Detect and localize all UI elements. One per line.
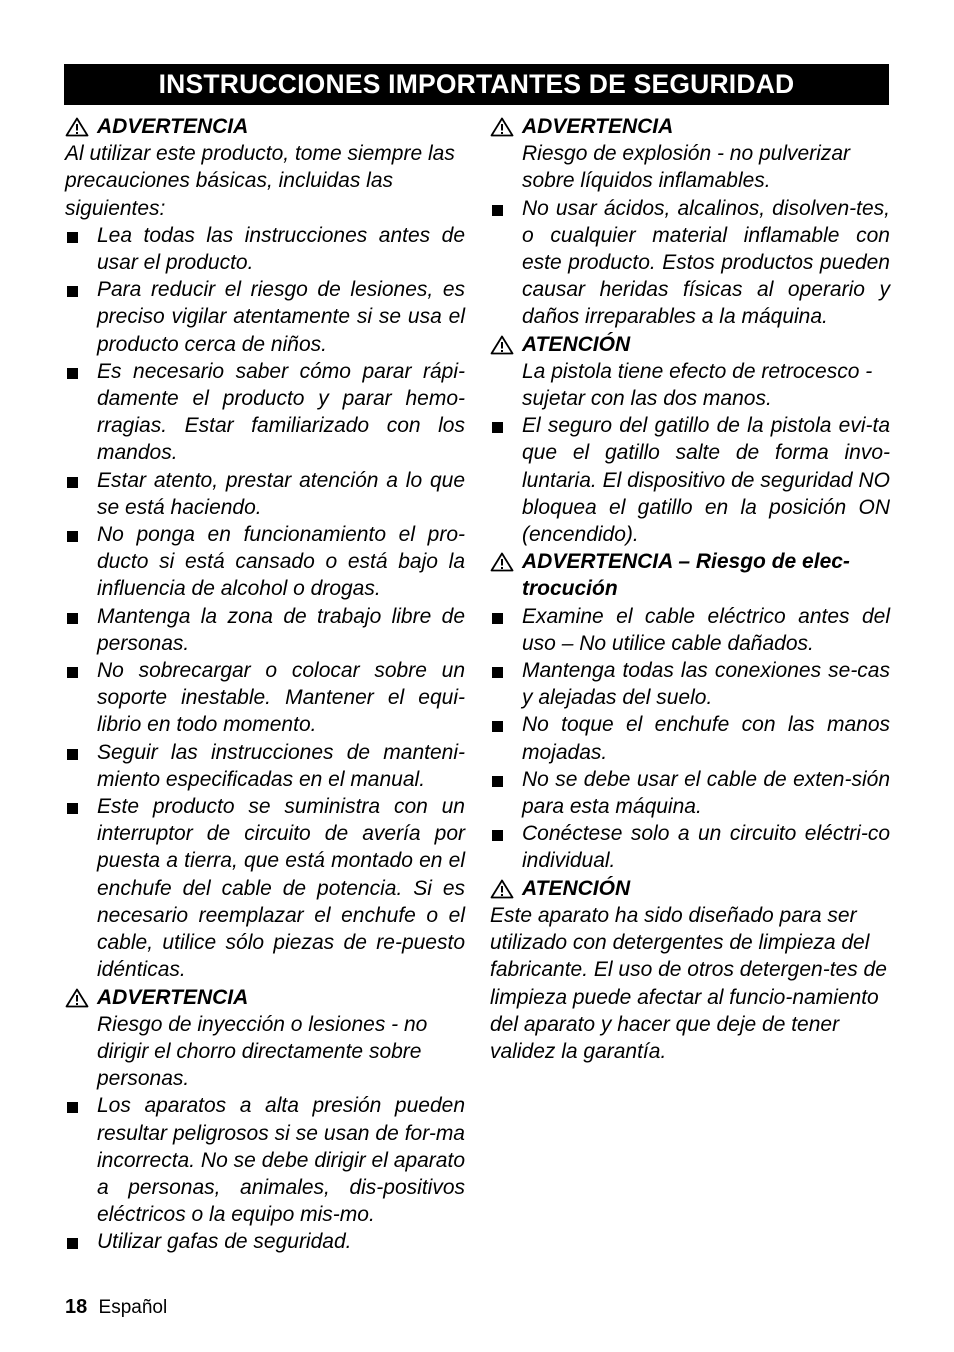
warning-title: ADVERTENCIA xyxy=(97,985,249,1009)
bullet-list xyxy=(490,603,890,875)
warning-section-4 xyxy=(490,548,890,874)
list-item: No toque el enchufe con las manos mojadas. xyxy=(490,711,890,765)
list-item: Conéctese solo a un circuito eléctri-co individual. xyxy=(490,820,890,874)
list-item: No ponga en funcionamiento el pro-ducto si está cansado o está bajo la influencia de alcohol o drogas. xyxy=(65,521,465,603)
bullet-list xyxy=(65,1092,465,1255)
warning-title: ADVERTENCIA xyxy=(97,115,249,138)
warning-heading xyxy=(490,548,890,602)
page-title: INSTRUCCIONES IMPORTANTES DE SEGURIDAD xyxy=(64,64,889,105)
left-column xyxy=(65,113,465,1256)
square-bullet-icon xyxy=(67,749,78,760)
square-bullet-icon xyxy=(67,477,78,488)
warning-triangle-icon xyxy=(65,117,89,137)
caution-title: ATENCIÓN xyxy=(522,332,631,356)
square-bullet-icon xyxy=(67,531,78,542)
list-item: El seguro del gatillo de la pistola evi-ta que el gatillo salte de forma invo-luntaria. El dispositivo de seguridad NO bloquea el gatillo en la posición ON (encendido). xyxy=(490,412,890,548)
list-item: Este producto se suministra con un interruptor de circuito de avería por puesta a tierra, que está montado en el enchufe del cable de potencia. Si es necesario reemplazar el enchufe o el cable, utilice sólo piezas de re-puesto idénticas. xyxy=(65,793,465,983)
square-bullet-icon xyxy=(67,368,78,379)
warning-triangle-icon xyxy=(490,879,514,899)
warning-title: ADVERTENCIA xyxy=(522,115,674,138)
warning-section-1 xyxy=(65,113,465,984)
list-item: Mantenga la zona de trabajo libre de personas. xyxy=(65,603,465,657)
square-bullet-icon xyxy=(67,1102,78,1113)
warning-section-2 xyxy=(65,984,465,1256)
square-bullet-icon xyxy=(67,286,78,297)
caution-heading xyxy=(490,331,890,358)
bullet-list xyxy=(490,412,890,548)
caution-heading xyxy=(490,875,890,902)
square-bullet-icon xyxy=(67,1238,78,1249)
warning-section-3 xyxy=(490,113,890,331)
warning-title: ADVERTENCIA – Riesgo de elec-trocución xyxy=(522,550,850,601)
warning-heading xyxy=(65,984,465,1011)
list-item: Lea todas las instrucciones antes de usar el producto. xyxy=(65,222,465,276)
list-item: No se debe usar el cable de exten-sión para esta máquina. xyxy=(490,766,890,820)
square-bullet-icon xyxy=(67,232,78,243)
warning-heading xyxy=(490,113,890,140)
square-bullet-icon xyxy=(492,667,503,678)
caution-section-2 xyxy=(490,875,890,1065)
list-item: Utilizar gafas de seguridad. xyxy=(65,1228,465,1255)
page-footer xyxy=(65,1296,167,1319)
bullet-list xyxy=(65,222,465,984)
square-bullet-icon xyxy=(67,803,78,814)
caution-section-1 xyxy=(490,331,890,549)
list-item: Estar atento, prestar atención a lo que se está haciendo. xyxy=(65,467,465,521)
list-item: Seguir las instrucciones de manteni-miento especificadas en el manual. xyxy=(65,739,465,793)
caution-title: ATENCIÓN xyxy=(522,876,631,900)
square-bullet-icon xyxy=(492,613,503,624)
square-bullet-icon xyxy=(492,205,503,216)
list-item: Examine el cable eléctrico antes del uso – No utilice cable dañados. xyxy=(490,603,890,657)
list-item: Para reducir el riesgo de lesiones, es preciso vigilar atentamente si se usa el producto cerca de niños. xyxy=(65,276,465,358)
square-bullet-icon xyxy=(67,613,78,624)
warning-text: Riesgo de explosión - no pulverizar sobre líquidos inflamables. xyxy=(522,142,851,193)
warning-triangle-icon xyxy=(490,335,514,355)
square-bullet-icon xyxy=(492,422,503,433)
square-bullet-icon xyxy=(492,721,503,732)
bullet-list xyxy=(490,195,890,331)
warning-intro: Al utilizar este producto, tome siempre las precauciones básicas, incluidas las siguientes: xyxy=(65,142,455,220)
caution-text: Este aparato ha sido diseñado para ser utilizado con detergentes de limpieza del fabricante. El uso de otros detergen-tes de limpieza puede afectar al funcio-namiento del aparato y hacer que deje de tener validez la garantía. xyxy=(490,903,887,1063)
warning-heading xyxy=(65,113,465,140)
warning-triangle-icon xyxy=(490,552,514,572)
square-bullet-icon xyxy=(492,830,503,841)
square-bullet-icon xyxy=(492,776,503,787)
language-label: Español xyxy=(98,1297,168,1318)
list-item: Los aparatos a alta presión pueden resultar peligrosos si se usan de for-ma incorrecta. No se debe dirigir el aparato a personas, animales, dis-positivos eléctricos o la equipo mis-mo. xyxy=(65,1092,465,1228)
list-item: No usar ácidos, alcalinos, disolven-tes, o cualquier material inflamable con este producto. Estos productos pueden causar heridas físicas al operario y daños irreparables a la máquina. xyxy=(490,195,890,331)
right-column xyxy=(490,113,890,1065)
square-bullet-icon xyxy=(67,667,78,678)
caution-text: La pistola tiene efecto de retrocesco - sujetar con las dos manos. xyxy=(522,359,873,411)
list-item: Mantenga todas las conexiones se-cas y alejadas del suelo. xyxy=(490,657,890,711)
page-number: 18 xyxy=(65,1296,88,1318)
list-item: No sobrecargar o colocar sobre un soporte inestable. Mantener el equi-librio en todo momento. xyxy=(65,657,465,739)
warning-triangle-icon xyxy=(490,117,514,137)
list-item: Es necesario saber cómo parar rápi-damente el producto y parar hemo-rragias. Estar familiarizado con los mandos. xyxy=(65,358,465,467)
warning-triangle-icon xyxy=(65,988,89,1008)
warning-text: Riesgo de inyección o lesiones - no dirigir el chorro directamente sobre personas. xyxy=(97,1012,428,1091)
